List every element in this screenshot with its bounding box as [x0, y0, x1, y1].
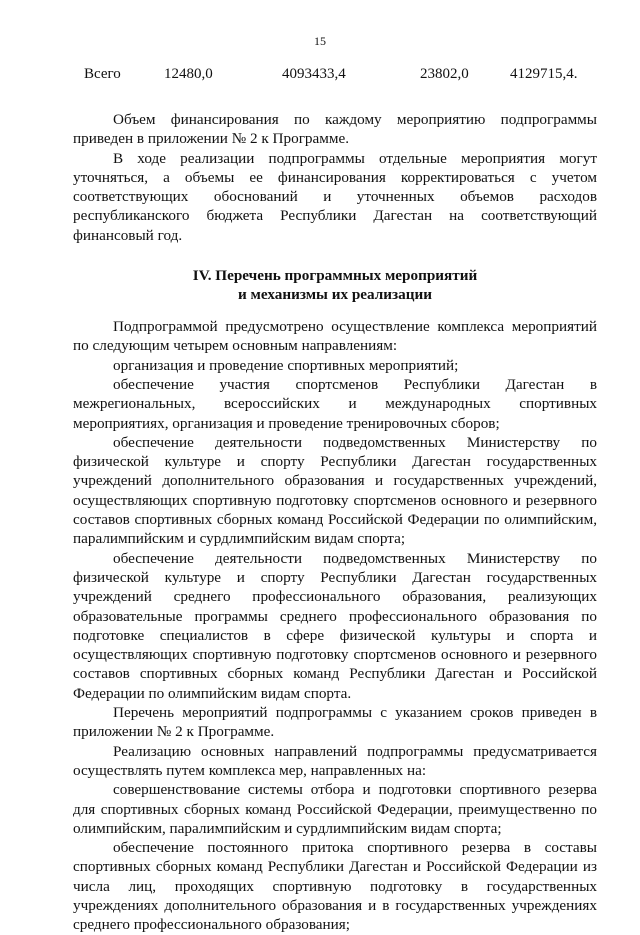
totals-value: 4129715,4.: [510, 66, 578, 82]
paragraph: обеспечение деятельности подведомственных Министерству по физической культуре и спорту Республики Дагестан государственных учреждений среднего профессионального образования, реализующих образовательные программы среднего профессионального образования по подготовке специалистов в сфере физической культуры и спорта и осуществляющих спортивную подготовку спортсменов основного и резервного составов спортивных сборных команд Республики Дагестан и Российской Федерации по олимпийским видам спорта.: [73, 549, 597, 702]
paragraph: Реализацию основных направлений подпрограммы предусматривается осуществлять путем комплекса мер, направленных на:: [73, 742, 597, 779]
section-heading-line: IV. Перечень программных мероприятий: [192, 267, 478, 285]
section-heading: [73, 266, 597, 304]
page-number: 15: [314, 34, 326, 48]
paragraph: Перечень мероприятий подпрограммы с указанием сроков приведен в приложении № 2 к Программе.: [73, 704, 597, 741]
paragraph: В ходе реализации подпрограммы отдельные мероприятия могут уточняться, а объемы ее финансирования корректироваться с учетом соответствующих обоснований и уточненных объемов расходов республиканского бюджета Республики Дагестан на соответствующий финансовый год.: [73, 149, 597, 244]
totals-value: 4093433,4: [282, 66, 346, 82]
totals-row: [84, 66, 604, 86]
paragraph: обеспечение постоянного притока спортивного резерва в составы спортивных сборных команд Республики Дагестан и Российской Федерации из числа лиц, проходящих спортивную подготовку в государственных учреждениях дополнительного образования и в государственных учреждениях среднего профессионального образования;: [73, 839, 597, 934]
totals-value: 23802,0: [420, 66, 469, 82]
totals-value: 12480,0: [164, 66, 213, 82]
totals-label: Всего: [84, 66, 121, 82]
paragraph: Объем финансирования по каждому мероприятию подпрограммы приведен в приложении № 2 к Программе.: [73, 111, 597, 148]
section-heading-line: и механизмы их реализации: [238, 286, 432, 304]
paragraph: обеспечение деятельности подведомственных Министерству по физической культуре и спорту Республики Дагестан государственных учреждений дополнительного образования и государственных учреждений, осуществляющих спортивную подготовку спортсменов основного и резервного составов спортивных сборных команд Российской Федерации по олимпийским, паралимпийским и сурдлимпийским видам спорта;: [73, 433, 597, 548]
document-body: [73, 110, 597, 935]
paragraph: обеспечение участия спортсменов Республики Дагестан в межрегиональных, всероссийских и международных спортивных мероприятиях, организация и проведение тренировочных сборов;: [73, 375, 597, 432]
paragraph: Подпрограммой предусмотрено осуществление комплекса мероприятий по следующим четырем основным направлениям:: [73, 318, 597, 355]
paragraph: организация и проведение спортивных мероприятий;: [113, 356, 459, 374]
paragraph: совершенствование системы отбора и подготовки спортивного резерва для спортивных сборных команд Российской Федерации, преимущественно по олимпийским, паралимпийским и сурдлимпийским видам спорта;: [73, 781, 597, 837]
